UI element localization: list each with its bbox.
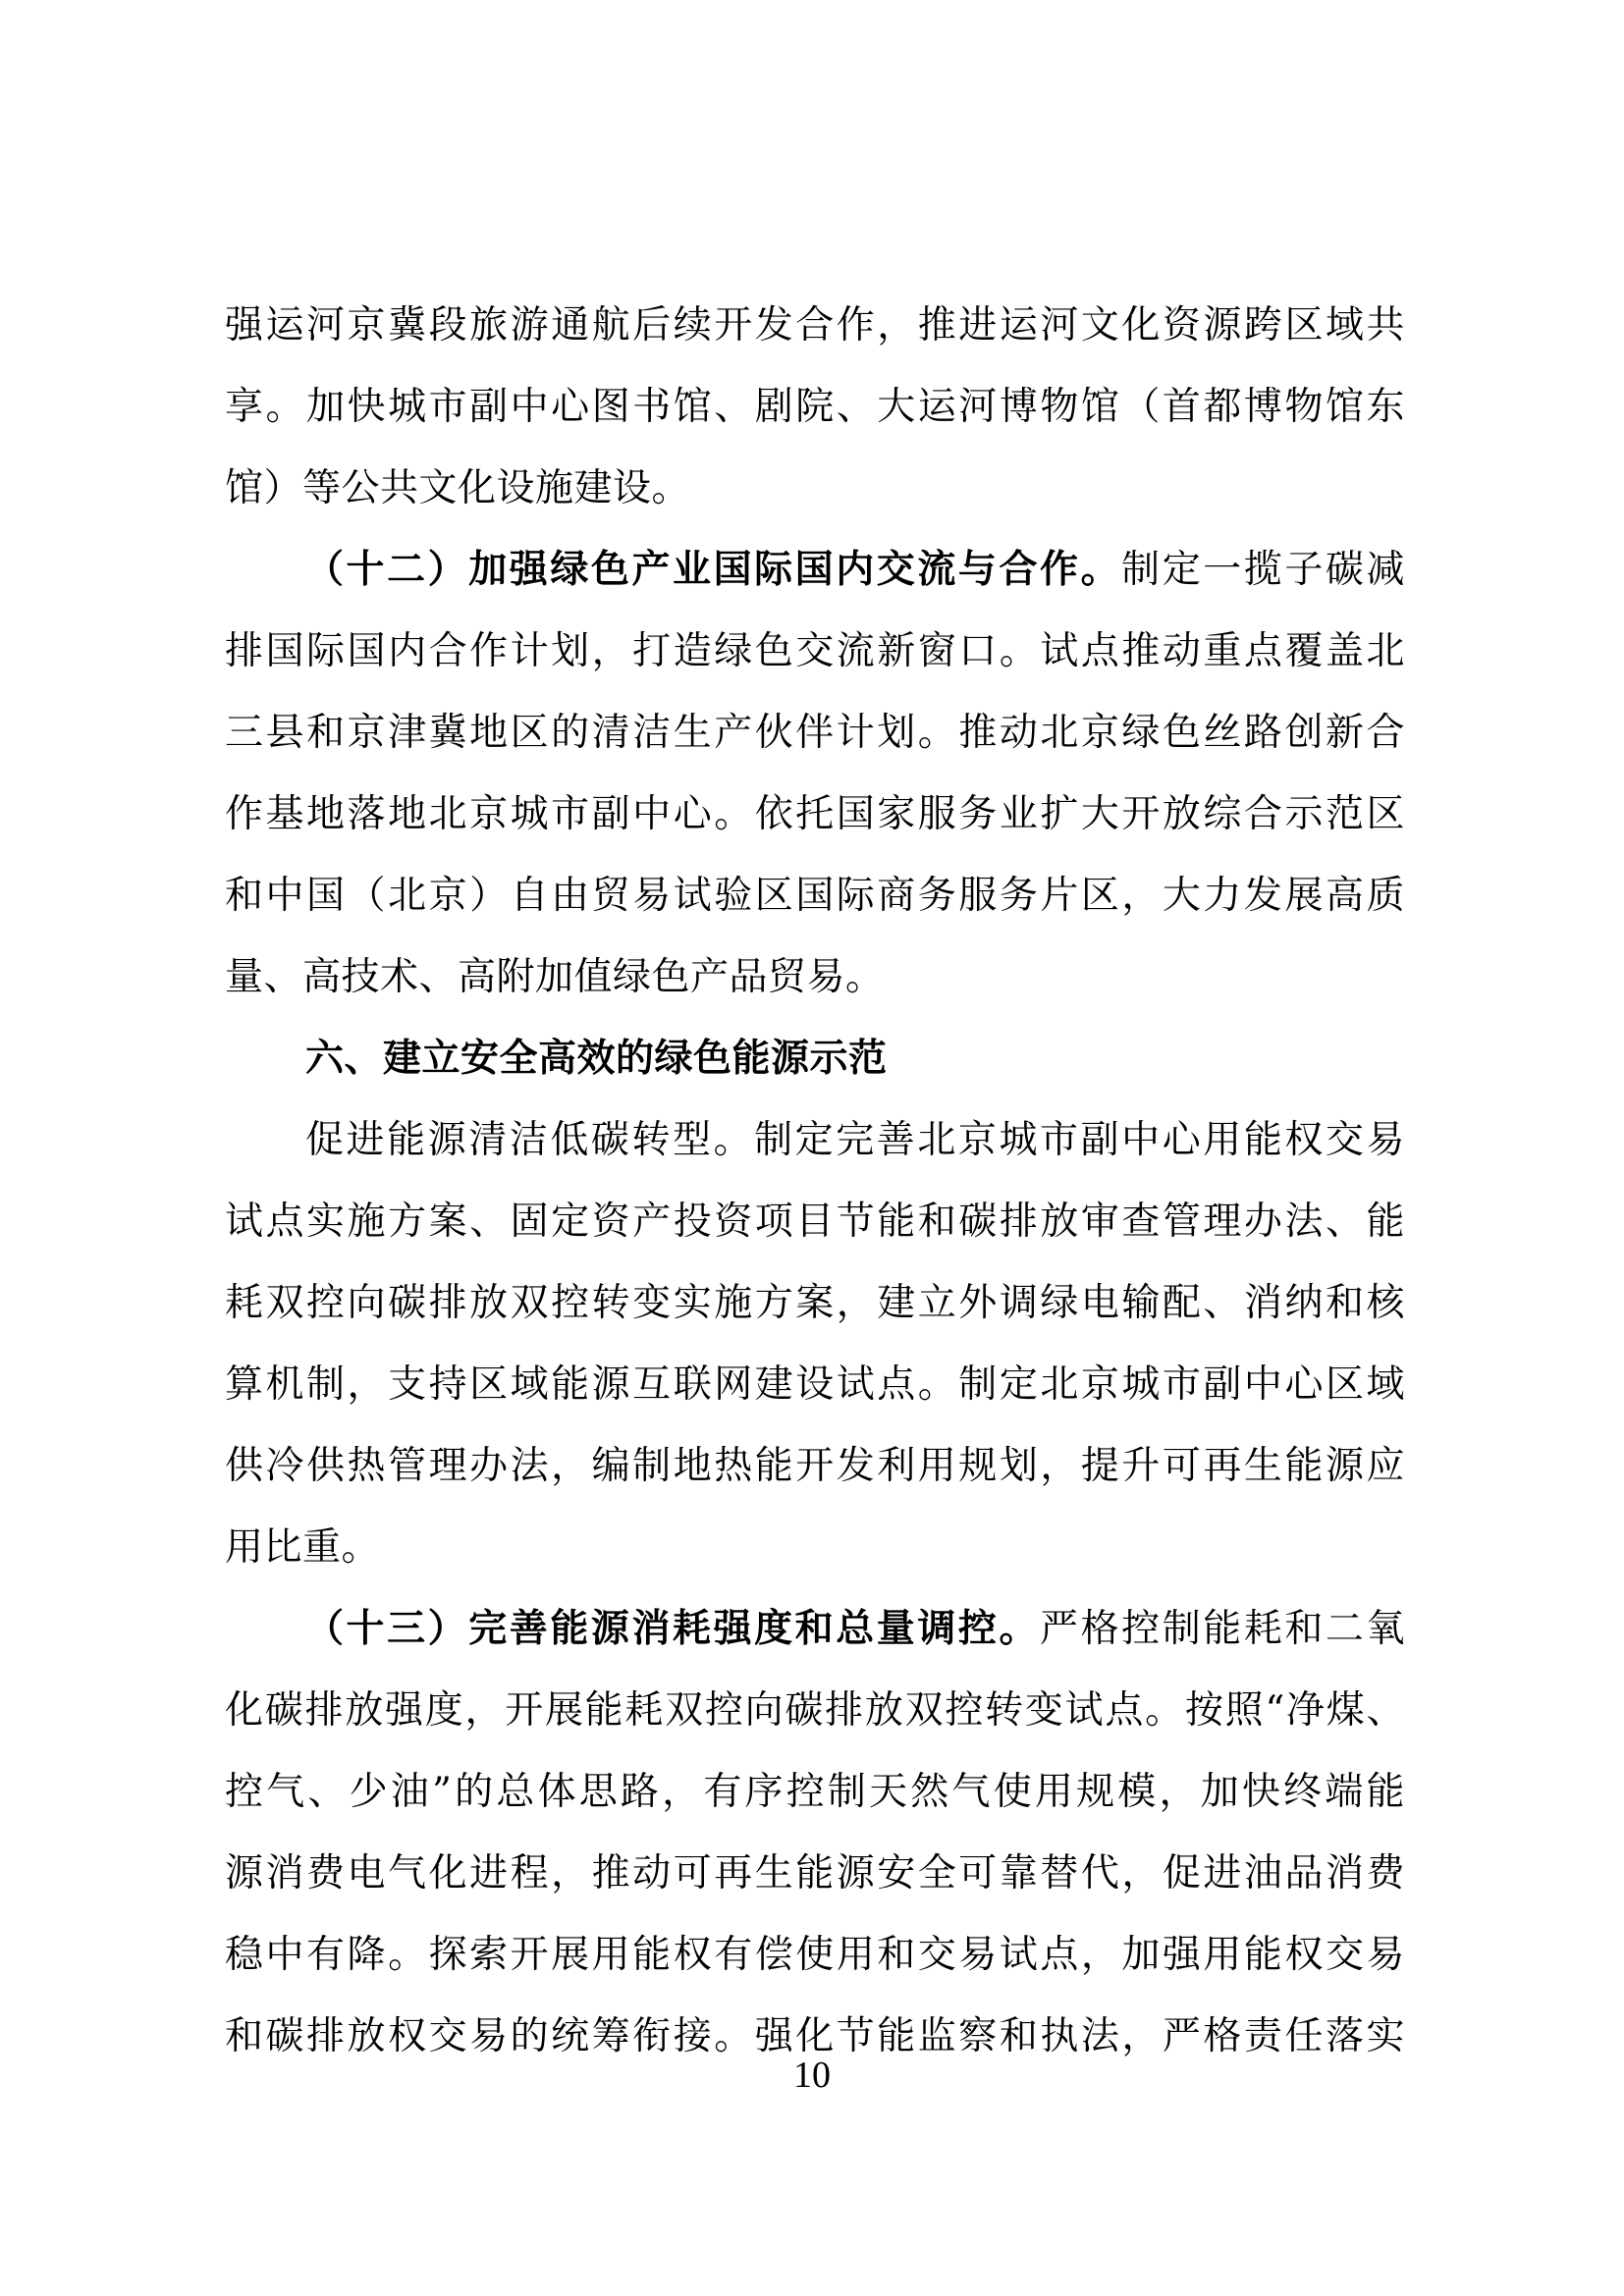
paragraph-line: 和中国（北京）自由贸易试验区国际商务服务片区，大力发展高质 <box>225 874 1405 918</box>
section-paragraph-thirteen-first-line <box>225 1588 1405 1670</box>
page-number: 10 <box>793 2055 831 2096</box>
page-body <box>225 285 1405 2077</box>
paragraph-text: 制定一揽子碳减 <box>1121 548 1405 592</box>
paragraph-line: 算机制，支持区域能源互联网建设试点。制定北京城市副中心区域 <box>225 1362 1405 1407</box>
paragraph-line: 稳中有降。探索开展用能权有偿使用和交易试点，加强用能权交易 <box>225 1933 1405 1977</box>
paragraph-line: 三县和京津冀地区的清洁生产伙伴计划。推动北京绿色丝路创新合 <box>225 711 1405 755</box>
paragraph-line: 供冷供热管理办法，编制地热能开发利用规划，提升可再生能源应 <box>225 1444 1405 1488</box>
paragraph-line: 排国际国内合作计划，打造绿色交流新窗口。试点推动重点覆盖北 <box>225 629 1405 673</box>
paragraph-line: 馆）等公共文化设施建设。 <box>225 466 691 510</box>
section-heading-thirteen: （十三）完善能源消耗强度和总量调控。 <box>305 1606 1041 1651</box>
paragraph-line: 作基地落地北京城市副中心。依托国家服务业扩大开放综合示范区 <box>225 792 1405 836</box>
paragraph-line: 促进能源清洁低碳转型。制定完善北京城市副中心用能权交易 <box>305 1118 1405 1162</box>
paragraph-line: 强运河京冀段旅游通航后续开发合作，推进运河文化资源跨区域共 <box>225 303 1405 347</box>
paragraph-line: 和碳排放权交易的统筹衔接。强化节能监察和执法，严格责任落实 <box>225 2014 1405 2058</box>
paragraph-line: 化碳排放强度，开展能耗双控向碳排放双控转变试点。按照“净煤、 <box>225 1688 1405 1733</box>
paragraph-line: 耗双控向碳排放双控转变实施方案，建立外调绿电输配、消纳和核 <box>225 1281 1405 1325</box>
chapter-heading-six: 六、建立安全高效的绿色能源示范 <box>305 1037 888 1081</box>
paragraph-line: 控气、少油”的总体思路，有序控制天然气使用规模，加快终端能 <box>225 1770 1405 1814</box>
paragraph-line: 享。加快城市副中心图书馆、剧院、大运河博物馆（首都博物馆东 <box>225 385 1405 429</box>
section-paragraph-twelve-first-line <box>225 529 1405 611</box>
paragraph-line: 量、高技术、高附加值绿色产品贸易。 <box>225 955 885 999</box>
paragraph-line: 试点实施方案、固定资产投资项目节能和碳排放审查管理办法、能 <box>225 1200 1405 1244</box>
paragraph-line: 用比重。 <box>225 1525 381 1570</box>
section-heading-twelve: （十二）加强绿色产业国际国内交流与合作。 <box>305 547 1122 592</box>
paragraph-text: 严格控制能耗和二氧 <box>1040 1607 1405 1651</box>
paragraph-line: 源消费电气化进程，推动可再生能源安全可靠替代，促进油品消费 <box>225 1851 1405 1896</box>
